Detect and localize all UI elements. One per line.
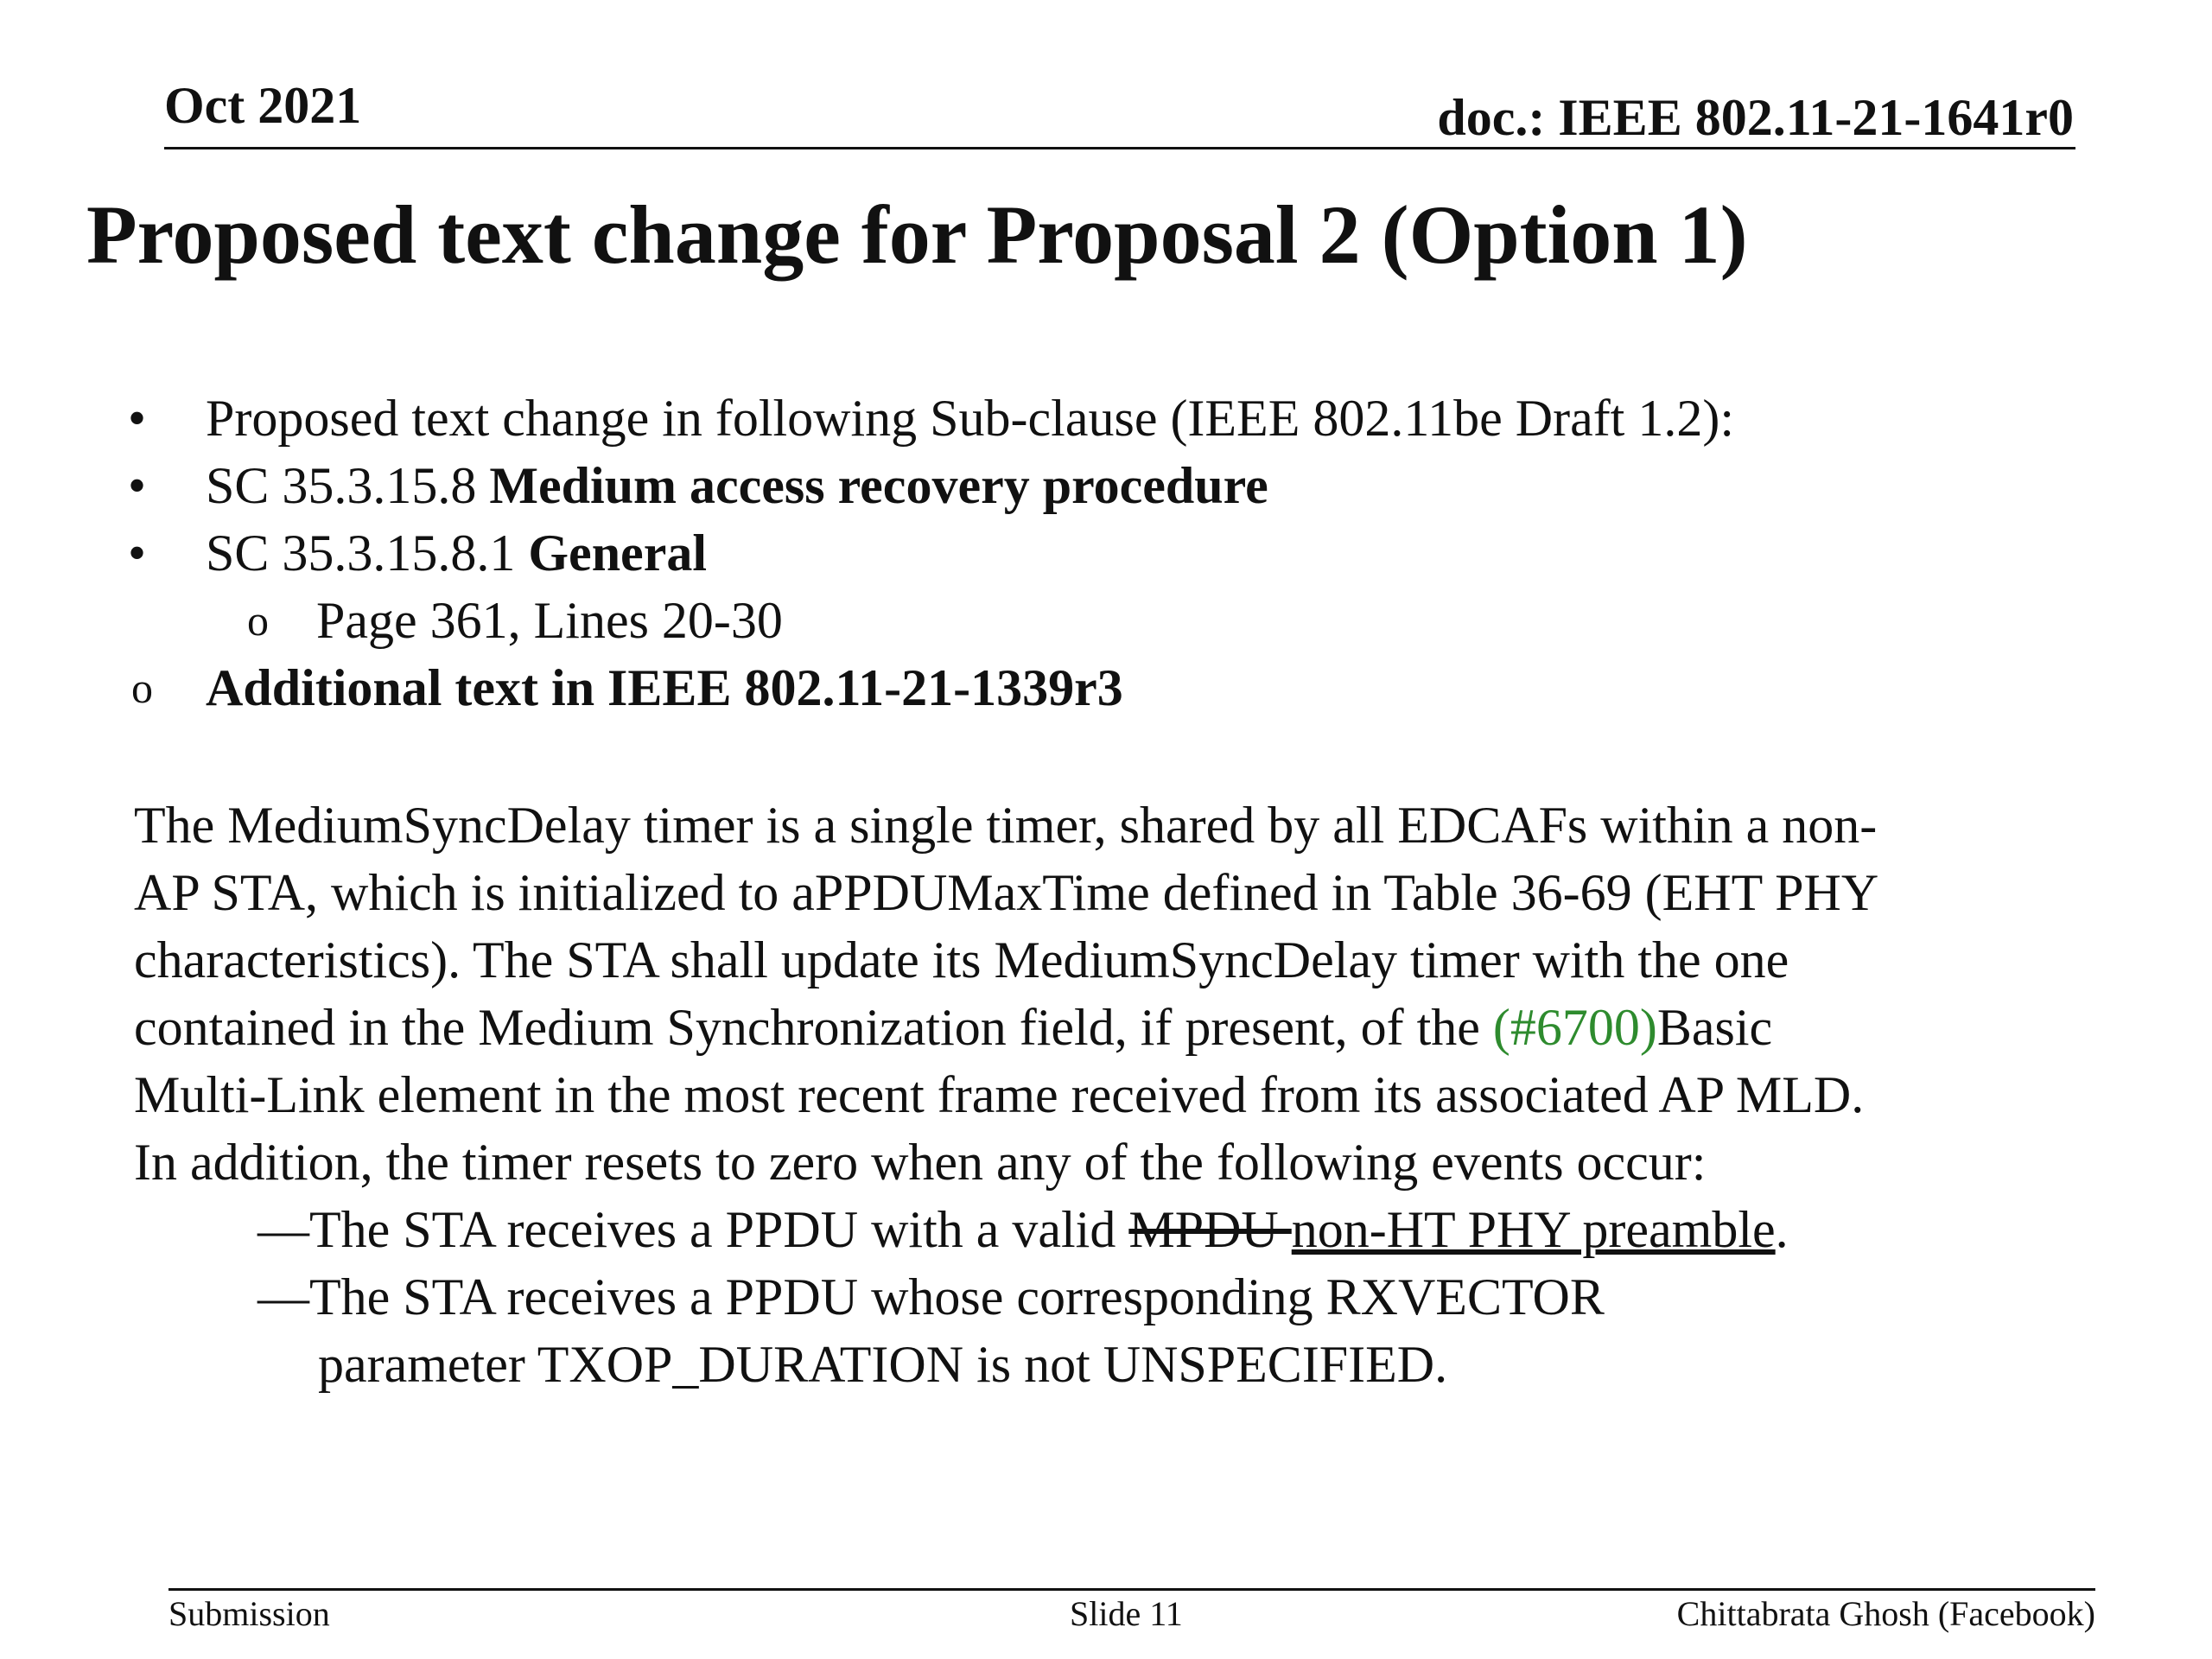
footer-slide-number: Slide 11 xyxy=(1070,1594,1183,1633)
bullet-bold-text: General xyxy=(528,524,707,582)
bullet-prefix: SC 35.3.15.8 xyxy=(206,457,490,514)
cid-tag: (#6700) xyxy=(1492,999,1657,1056)
paragraph-line xyxy=(134,994,2087,1061)
paragraph-line: Multi-Link element in the most recent frame received from its associated AP MLD. xyxy=(134,1066,1865,1123)
footer-submission: Submission xyxy=(168,1594,330,1633)
bullet-item xyxy=(128,654,2046,721)
bullet-text xyxy=(206,519,707,587)
proposed-text-paragraph xyxy=(134,791,2087,1398)
sub-bullet-marker: o xyxy=(247,596,269,645)
bullet-list xyxy=(128,385,2046,721)
bullet-item xyxy=(128,385,2046,452)
bullet-bold-text: Additional text in IEEE 802.11-21-1339r3 xyxy=(206,659,1123,716)
bullet-marker: • xyxy=(128,524,147,582)
deleted-text: MPDU xyxy=(1128,1201,1292,1258)
bullet-item xyxy=(128,452,2046,519)
header-divider xyxy=(164,147,2075,149)
event-text: —The STA receives a PPDU with a valid xyxy=(257,1201,1129,1258)
header-doc-id: doc.: IEEE 802.11-21-1641r0 xyxy=(1437,89,2074,146)
event-item-continuation: parameter TXOP_DURATION is not UNSPECIFIED. xyxy=(318,1336,1448,1393)
event-text: . xyxy=(1775,1201,1789,1258)
footer-author: Chittabrata Ghosh (Facebook) xyxy=(1676,1594,2095,1633)
bullet-bold-text: Medium access recovery procedure xyxy=(489,457,1268,514)
paragraph-line: The MediumSyncDelay timer is a single timer, shared by all EDCAFs within a non- xyxy=(134,797,1878,854)
bullet-item xyxy=(128,519,2046,587)
paragraph-text: Basic xyxy=(1656,999,1773,1056)
slide-title: Proposed text change for Proposal 2 (Option 1) xyxy=(86,188,1748,281)
event-item: —The STA receives a PPDU whose corresponding RXVECTOR xyxy=(257,1268,1605,1325)
paragraph-line: characteristics). The STA shall update its MediumSyncDelay timer with the one xyxy=(134,931,1789,988)
event-item xyxy=(134,1196,2087,1263)
bullet-prefix: SC 35.3.15.8.1 xyxy=(206,524,529,582)
paragraph-line: AP STA, which is initialized to aPPDUMaxTime defined in Table 36-69 (EHT PHY xyxy=(134,864,1879,921)
bullet-marker: • xyxy=(128,390,147,447)
bullet-text: Proposed text change in following Sub-clause (IEEE 802.11be Draft 1.2): xyxy=(206,390,1735,447)
inserted-text: non-HT PHY preamble xyxy=(1291,1201,1776,1258)
paragraph-line: In addition, the timer resets to zero when any of the following events occur: xyxy=(134,1134,1707,1191)
paragraph-text: contained in the Medium Synchronization field, if present, of the xyxy=(134,999,1493,1056)
sub-bullet-item xyxy=(128,587,2046,654)
footer-divider xyxy=(168,1588,2095,1591)
bullet-text xyxy=(206,452,1268,519)
bullet-marker: o xyxy=(131,664,153,712)
sub-bullet-text: Page 361, Lines 20-30 xyxy=(316,592,783,649)
header-date: Oct 2021 xyxy=(164,77,362,134)
bullet-marker: • xyxy=(128,457,147,514)
